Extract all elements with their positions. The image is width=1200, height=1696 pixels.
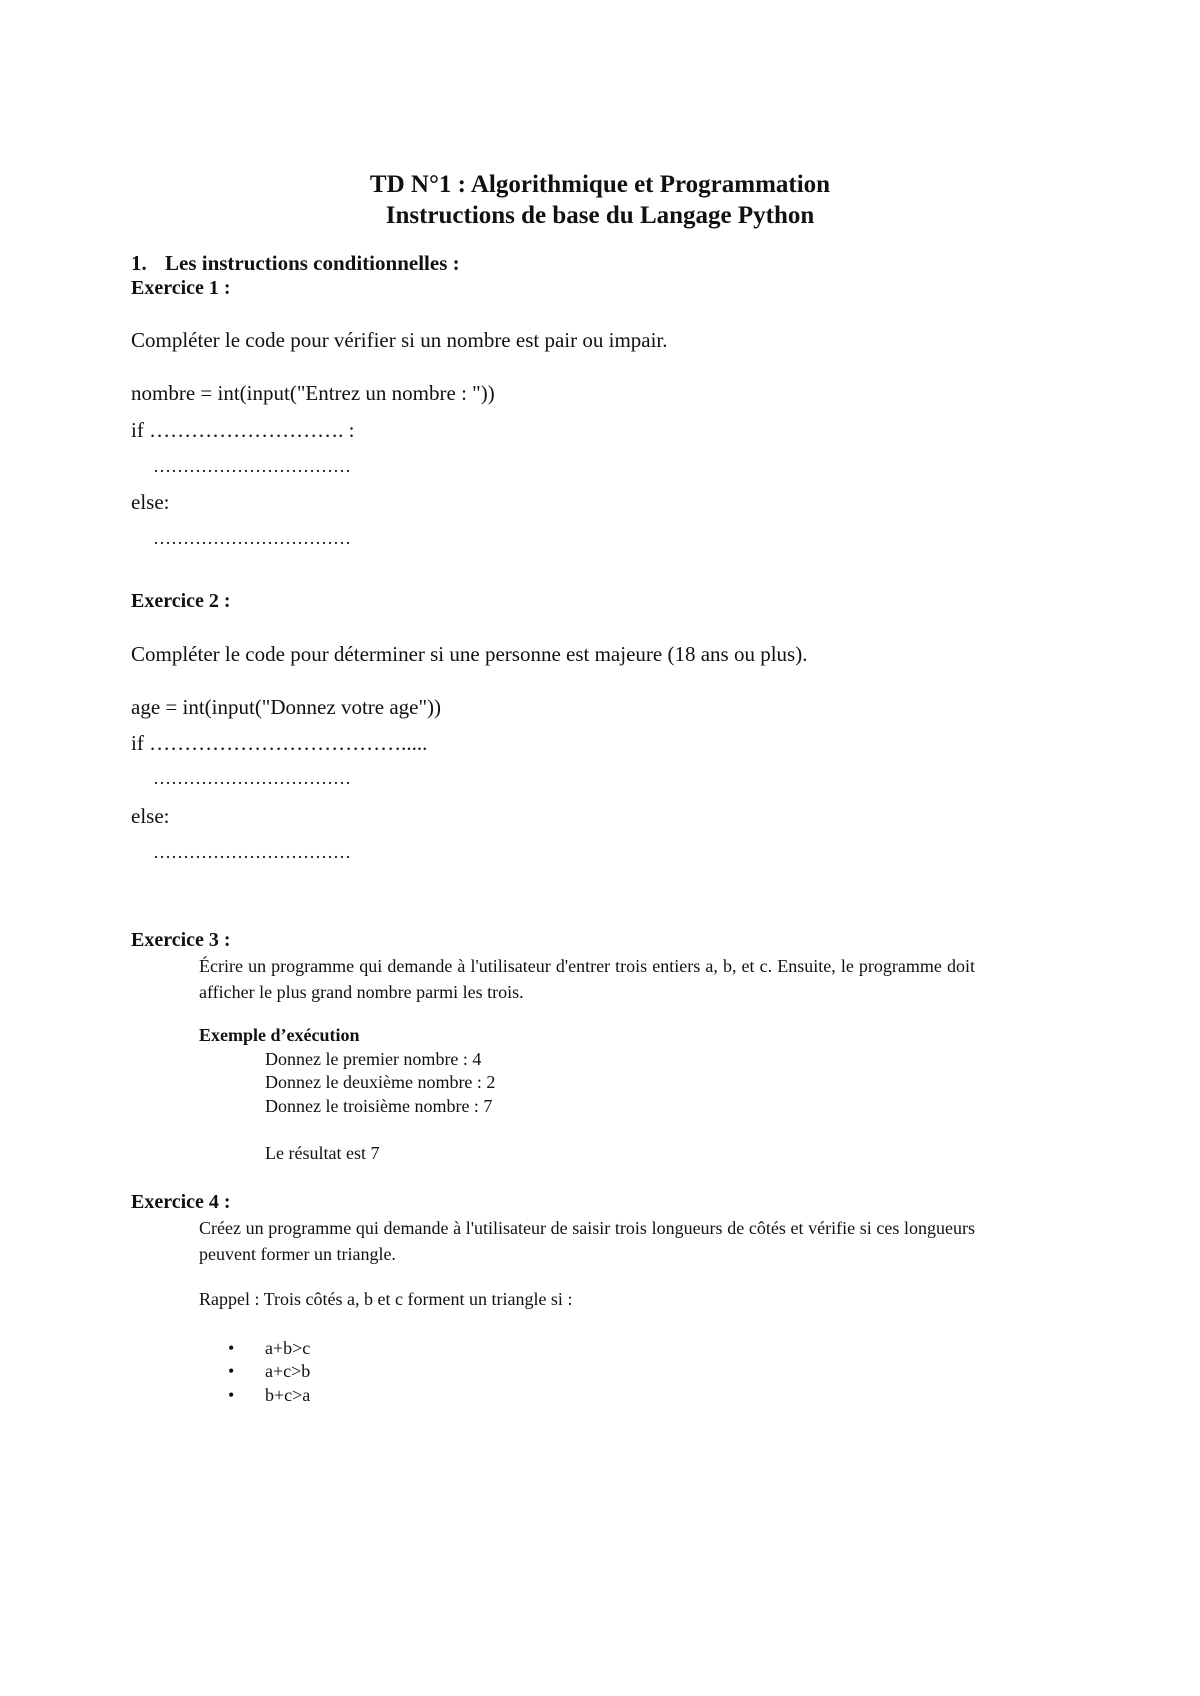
example-result: Le résultat est 7 [265,1143,380,1163]
exercise-3-heading: Exercice 3 : [131,929,231,951]
exercise-3-description: Écrire un programme qui demande à l'utilisateur d'entrer trois entiers a, b, et c. Ensuite, le programme doit afficher le plus grand nombre parmi les trois. [199,956,975,1002]
exercise-1-code-line: nombre = int(input("Entrez un nombre : ")) [131,381,495,405]
exercise-2-heading: Exercice 2 : [131,590,231,612]
exercise-2-code-line: …………………………… [153,842,351,862]
exercise-4-heading: Exercice 4 : [131,1191,231,1213]
triangle-condition: • a+b>c [265,1338,310,1359]
exercise-1-code-line: if ………………………. : [131,418,355,442]
triangle-reminder: Rappel : Trois côtés a, b et c forment un triangle si : [199,1289,573,1309]
exercise-4-description: Créez un programme qui demande à l'utilisateur de saisir trois longueurs de côtés et vérifie si ces longueurs peuvent former un triangle. [199,1218,975,1264]
exercise-1-code-line: …………………………… [153,528,351,548]
section-heading: Les instructions conditionnelles : [165,251,460,275]
exercise-1-code-line: else: [131,490,170,514]
exercise-2-code-line: else: [131,804,170,828]
triangle-condition: • a+c>b [265,1361,310,1382]
exercise-1-code-line: …………………………… [153,456,351,476]
example-line: Donnez le premier nombre : 4 [265,1049,482,1069]
exercise-2-code-line: …………………………… [153,768,351,788]
example-heading: Exemple d’exécution [199,1025,360,1045]
triangle-condition: • b+c>a [265,1385,310,1406]
section-number: 1. [131,251,147,275]
document-subtitle: Instructions de base du Langage Python [385,202,815,229]
exercise-2-code-line: if ………………………………..... [131,731,428,755]
exercise-2-code-line: age = int(input("Donnez votre age")) [131,695,442,719]
exercise-1-heading: Exercice 1 : [131,277,231,299]
document-title: TD N°1 : Algorithmique et Programmation [369,171,831,198]
exercise-2-prompt: Compléter le code pour déterminer si une personne est majeure (18 ans ou plus). [131,642,808,666]
example-line: Donnez le troisième nombre : 7 [265,1096,493,1116]
example-line: Donnez le deuxième nombre : 2 [265,1072,496,1092]
exercise-1-prompt: Compléter le code pour vérifier si un nombre est pair ou impair. [131,328,668,352]
